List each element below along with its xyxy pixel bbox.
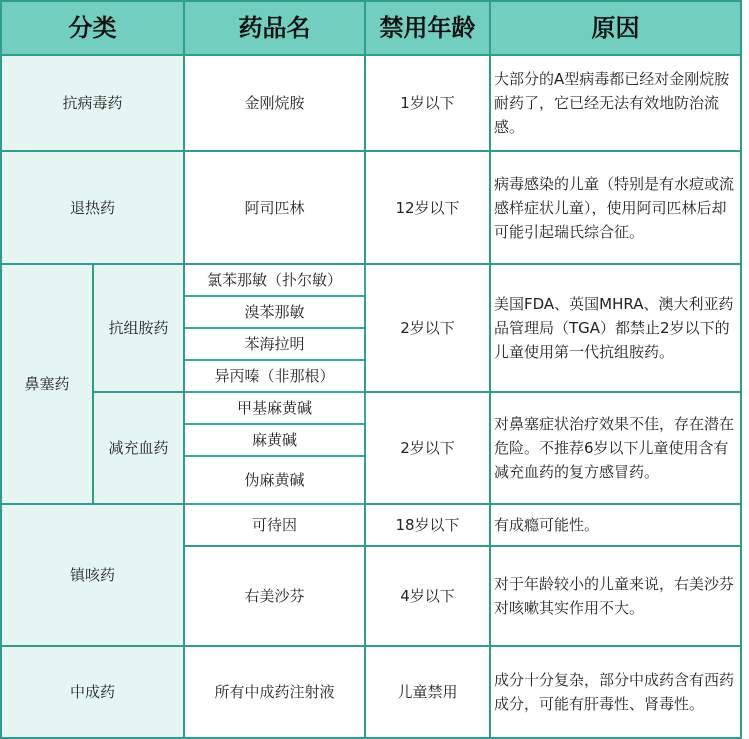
category-cell: 中成药 bbox=[1, 646, 184, 738]
table-row bbox=[1, 151, 741, 264]
reason-cell: 有成瘾可能性。 bbox=[490, 504, 741, 546]
drug-cell: 溴苯那敏 bbox=[184, 296, 365, 328]
table-row bbox=[1, 646, 741, 738]
header-reason: 原因 bbox=[490, 1, 741, 55]
drug-cell: 阿司匹林 bbox=[184, 151, 365, 264]
drug-cell: 右美沙芬 bbox=[184, 546, 365, 646]
reason-cell: 美国FDA、英国MHRA、澳大利亚药品管理局（TGA）都禁止2岁以下的儿童使用第一代抗组胺药。 bbox=[490, 264, 741, 392]
age-cell: 4岁以下 bbox=[365, 546, 490, 646]
reason-cell: 成分十分复杂，部分中成药含有西药成分，可能有肝毒性、肾毒性。 bbox=[490, 646, 741, 738]
table-row bbox=[1, 504, 741, 546]
category-cell: 鼻塞药 bbox=[1, 264, 93, 504]
reason-cell: 对于年龄较小的儿童来说，右美沙芬对咳嗽其实作用不大。 bbox=[490, 546, 741, 646]
age-cell: 18岁以下 bbox=[365, 504, 490, 546]
reason-cell: 对鼻塞症状治疗效果不佳，存在潜在危险。不推荐6岁以下儿童使用含有减充血药的复方感冒药。 bbox=[490, 392, 741, 504]
drug-cell: 苯海拉明 bbox=[184, 328, 365, 360]
category-cell: 抗病毒药 bbox=[1, 55, 184, 151]
drug-cell: 可待因 bbox=[184, 504, 365, 546]
header-category: 分类 bbox=[1, 1, 184, 55]
category-cell: 镇咳药 bbox=[1, 504, 184, 646]
age-cell: 儿童禁用 bbox=[365, 646, 490, 738]
header-age: 禁用年龄 bbox=[365, 1, 490, 55]
subcategory-cell: 减充血药 bbox=[93, 392, 184, 504]
drug-cell: 所有中成药注射液 bbox=[184, 646, 365, 738]
subcategory-cell: 抗组胺药 bbox=[93, 264, 184, 392]
table-row bbox=[1, 55, 741, 151]
drug-cell: 氯苯那敏（扑尔敏） bbox=[184, 264, 365, 296]
drug-cell: 甲基麻黄碱 bbox=[184, 392, 365, 424]
category-cell: 退热药 bbox=[1, 151, 184, 264]
age-cell: 1岁以下 bbox=[365, 55, 490, 151]
drug-cell: 异丙嗪（非那根） bbox=[184, 360, 365, 392]
age-cell: 12岁以下 bbox=[365, 151, 490, 264]
reason-cell: 病毒感染的儿童（特别是有水痘或流感样症状儿童），使用阿司匹林后却可能引起瑞氏综合征。 bbox=[490, 151, 741, 264]
reason-cell: 大部分的A型病毒都已经对金刚烷胺耐药了，它已经无法有效地防治流感。 bbox=[490, 55, 741, 151]
drug-cell: 金刚烷胺 bbox=[184, 55, 365, 151]
age-cell: 2岁以下 bbox=[365, 264, 490, 392]
drug-cell: 麻黄碱 bbox=[184, 424, 365, 456]
header-drug: 药品名 bbox=[184, 1, 365, 55]
age-cell: 2岁以下 bbox=[365, 392, 490, 504]
header-row bbox=[1, 1, 741, 55]
drug-cell: 伪麻黄碱 bbox=[184, 456, 365, 504]
table-row bbox=[1, 264, 741, 296]
table-row bbox=[1, 392, 741, 424]
